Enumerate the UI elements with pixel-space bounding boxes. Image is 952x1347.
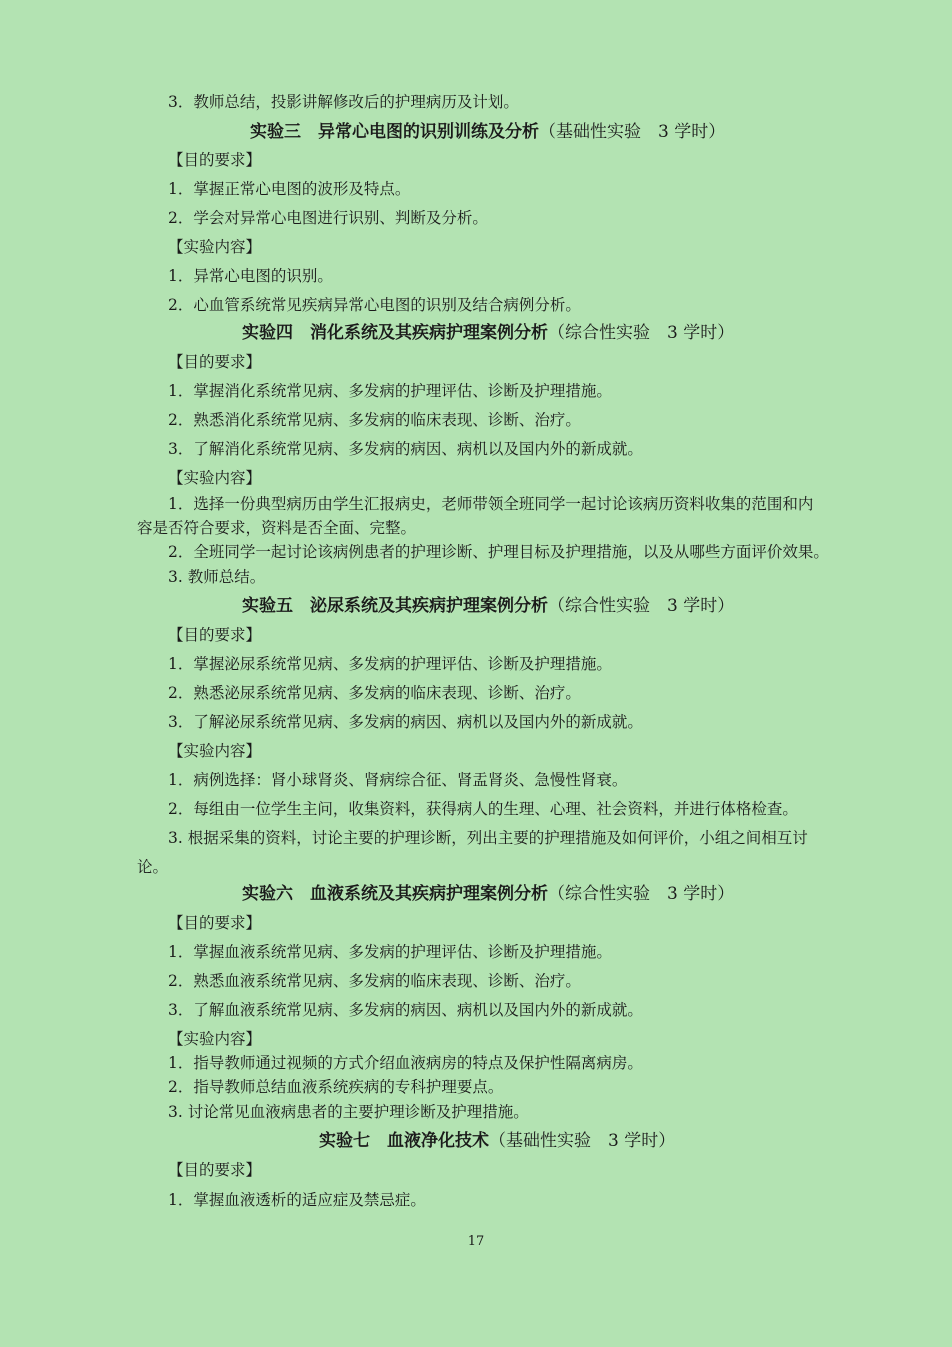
- section-title: 实验四 消化系统及其疾病护理案例分析: [242, 323, 548, 343]
- section-title: 实验六 血液系统及其疾病护理案例分析: [242, 884, 548, 904]
- section-type: （综合性实验 3 学时）: [548, 323, 735, 343]
- subsection-label: 【目的要求】: [168, 151, 262, 169]
- subsection-label: 【实验内容】: [168, 742, 262, 760]
- subsection-label: 【实验内容】: [168, 238, 262, 256]
- body-line: 3. 根据采集的资料，讨论主要的护理诊断，列出主要的护理措施及如何评价，小组之间相互讨: [168, 829, 808, 847]
- body-line: 容是否符合要求，资料是否全面、完整。: [137, 519, 417, 537]
- body-line: 2．学会对异常心电图进行识别、判断及分析。: [168, 209, 488, 227]
- subsection-label: 【目的要求】: [168, 353, 262, 371]
- body-line: 3．了解血液系统常见病、多发病的病因、病机以及国内外的新成就。: [168, 1001, 643, 1019]
- section-type: （综合性实验 3 学时）: [548, 596, 735, 616]
- section-heading-exp6: [242, 883, 734, 905]
- subsection-label: 【目的要求】: [168, 1161, 262, 1179]
- subsection-label: 【目的要求】: [168, 626, 262, 644]
- body-line: 1．病例选择：肾小球肾炎、肾病综合征、肾盂肾炎、急慢性肾衰。: [168, 771, 628, 789]
- section-title: 实验七 血液净化技术: [319, 1131, 489, 1151]
- body-line: 2．全班同学一起讨论该病例患者的护理诊断、护理目标及护理措施，以及从哪些方面评价效果。: [168, 543, 829, 561]
- body-line: 论。: [137, 858, 169, 876]
- subsection-label: 【目的要求】: [168, 914, 262, 932]
- section-type: （基础性实验 3 学时）: [489, 1131, 676, 1151]
- body-line: 1．指导教师通过视频的方式介绍血液病房的特点及保护性隔离病房。: [168, 1054, 643, 1072]
- body-line: 1．选择一份典型病历由学生汇报病史，老师带领全班同学一起讨论该病历资料收集的范围和内: [168, 495, 814, 513]
- body-line: 2．心血管系统常见疾病异常心电图的识别及结合病例分析。: [168, 296, 581, 314]
- body-line: 1．掌握血液系统常见病、多发病的护理评估、诊断及护理措施。: [168, 943, 612, 961]
- body-line: 2．熟悉泌尿系统常见病、多发病的临床表现、诊断、治疗。: [168, 684, 581, 702]
- body-line: 2．熟悉血液系统常见病、多发病的临床表现、诊断、治疗。: [168, 972, 581, 990]
- body-line: 1．掌握血液透析的适应症及禁忌症。: [168, 1191, 426, 1209]
- section-title: 实验五 泌尿系统及其疾病护理案例分析: [242, 596, 548, 616]
- body-line: 1．掌握消化系统常见病、多发病的护理评估、诊断及护理措施。: [168, 382, 612, 400]
- body-line: 3．教师总结，投影讲解修改后的护理病历及计划。: [168, 93, 519, 111]
- section-title: 实验三 异常心电图的识别训练及分析: [250, 122, 539, 142]
- page-number: 17: [467, 1234, 485, 1249]
- body-line: 3. 讨论常见血液病患者的主要护理诊断及护理措施。: [168, 1103, 529, 1121]
- section-heading-exp5: [242, 595, 734, 617]
- body-line: 2．熟悉消化系统常见病、多发病的临床表现、诊断、治疗。: [168, 411, 581, 429]
- body-line: 1．掌握正常心电图的波形及特点。: [168, 180, 411, 198]
- body-line: 2．指导教师总结血液系统疾病的专科护理要点。: [168, 1078, 504, 1096]
- section-type: （基础性实验 3 学时）: [539, 122, 726, 142]
- section-heading-exp7: [319, 1130, 675, 1152]
- section-heading-exp3: [250, 121, 725, 143]
- subsection-label: 【实验内容】: [168, 469, 262, 487]
- body-line: 1．掌握泌尿系统常见病、多发病的护理评估、诊断及护理措施。: [168, 655, 612, 673]
- body-line: 3．了解消化系统常见病、多发病的病因、病机以及国内外的新成就。: [168, 440, 643, 458]
- body-line: 3. 教师总结。: [168, 568, 266, 586]
- section-heading-exp4: [242, 322, 734, 344]
- body-line: 1．异常心电图的识别。: [168, 267, 333, 285]
- body-line: 2．每组由一位学生主问，收集资料，获得病人的生理、心理、社会资料，并进行体格检查。: [168, 800, 798, 818]
- section-type: （综合性实验 3 学时）: [548, 884, 735, 904]
- body-line: 3．了解泌尿系统常见病、多发病的病因、病机以及国内外的新成就。: [168, 713, 643, 731]
- subsection-label: 【实验内容】: [168, 1030, 262, 1048]
